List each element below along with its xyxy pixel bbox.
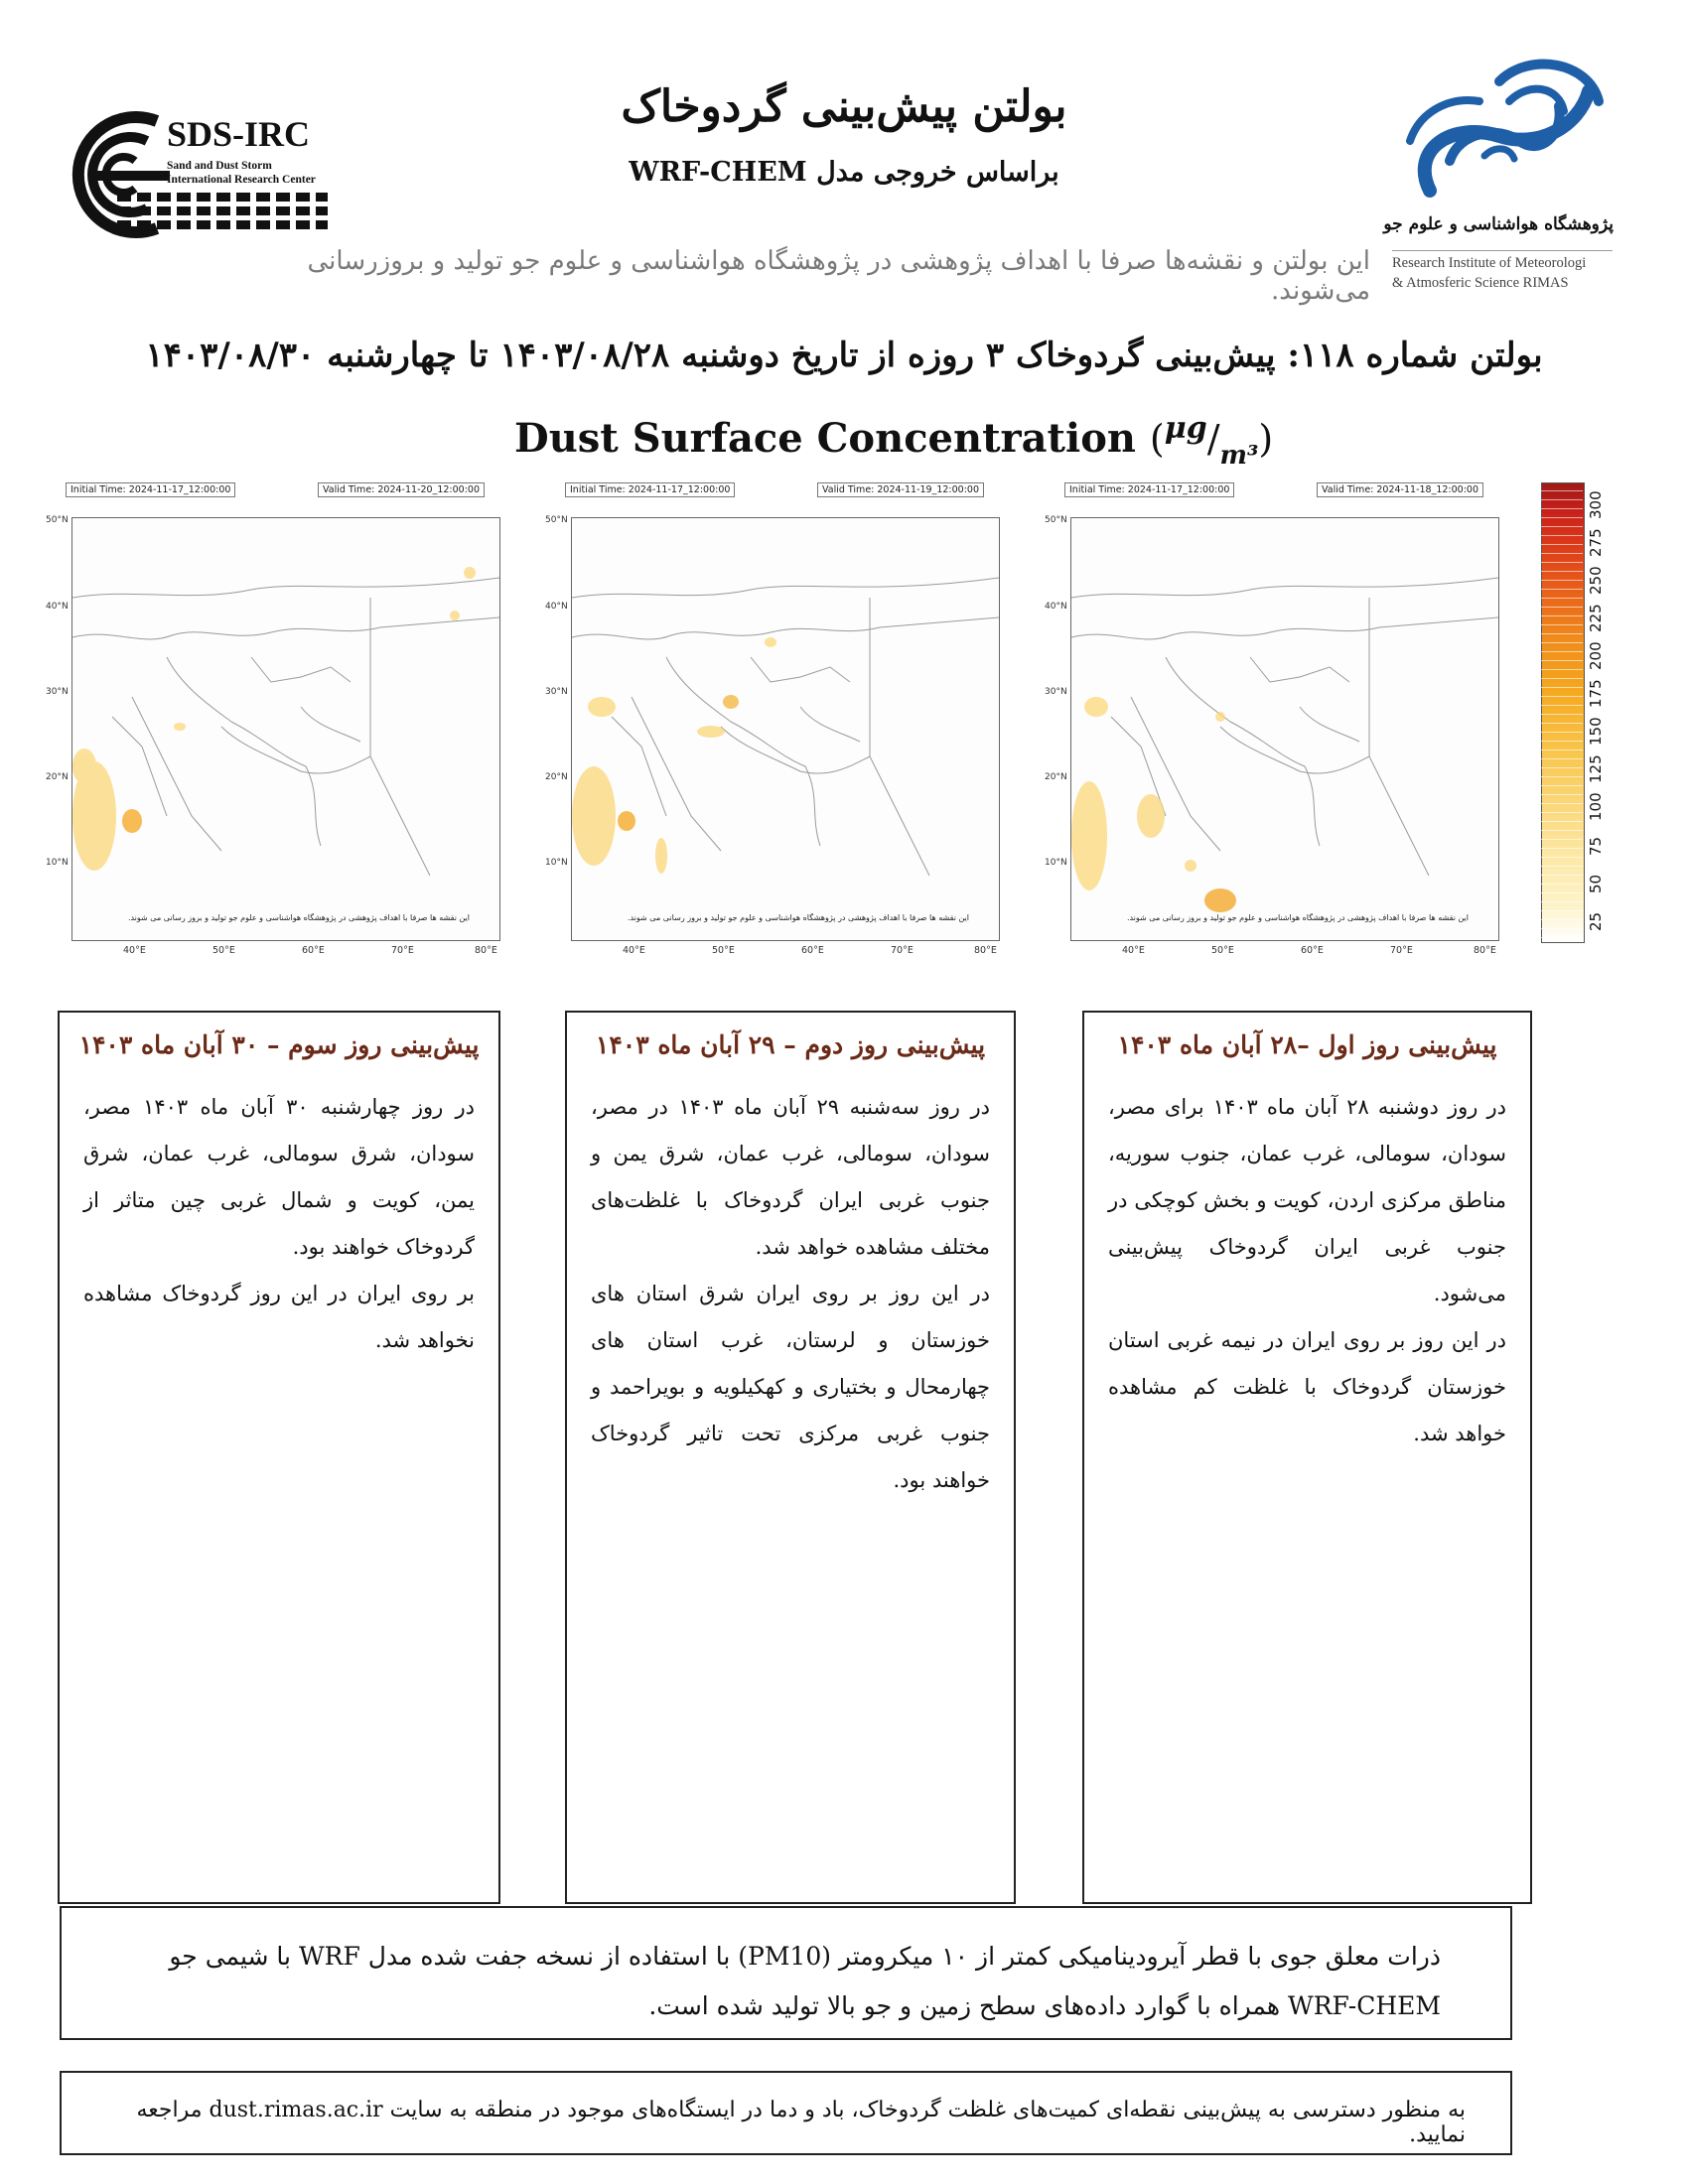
forecast-heading: پیش‌بینی روز دوم – ۲۹ آبان ماه ۱۴۰۳ (595, 1030, 986, 1059)
website-note-box (60, 2071, 1512, 2155)
forecast-box-day1 (1082, 1011, 1532, 1904)
lon-label: 80°E (475, 945, 497, 956)
lat-label: 20°N (46, 772, 69, 782)
lon-label: 60°E (302, 945, 325, 956)
forecast-text (591, 1084, 990, 1504)
lat-label: 30°N (46, 687, 69, 697)
forecast-map-day1 (1045, 482, 1497, 956)
rimas-logo (1390, 42, 1623, 220)
bulletin-title: بولتن پیش‌بینی گردوخاک (621, 81, 1067, 132)
rimas-name-fa: پژوهشگاه هواشناسی و علوم جو (1383, 214, 1614, 234)
forecast-paragraph: در روز چهارشنبه ۳۰ آبان ماه ۱۴۰۳ مصر، سودان، شرق سومالی، غرب عمان، شرق یمن، کویت و شمال غربی چین متاثر از گردوخاک خواهند بود. (83, 1095, 476, 1259)
forecast-map-day2 (545, 482, 998, 956)
lat-label: 30°N (545, 687, 568, 697)
map-valid-time: Valid Time: 2024-11-19_12:00:00 (817, 482, 984, 497)
sds-irc-line1: Sand and Dust Storm (167, 160, 272, 172)
colorbar-tick: 175 (1587, 679, 1605, 708)
lon-label: 70°E (391, 945, 414, 956)
website-note-text: به منظور دسترسی به پیش‌بینی نقطه‌ای کمیت‌های غلظت گردوخاک، باد و دما در ایستگاه‌های موجود در منطقه به سایت dust.rimas.ac.ir مراجعه نمایید. (136, 2098, 1466, 2147)
forecast-map-day3 (46, 482, 498, 956)
bulletin-number-line: بولتن شماره ۱۱۸: پیش‌بینی گردوخاک ۳ روزه از تاریخ دوشنبه ۱۴۰۳/۰۸/۲۸ تا چهارشنبه ۱۴۰۳/۰۸/۳۰ (145, 336, 1543, 375)
map-initial-time: Initial Time: 2024-11-17_12:00:00 (66, 482, 235, 497)
bulletin-subtitle: براساس خروجی مدل WRF-CHEM (629, 157, 1059, 188)
map-valid-time: Valid Time: 2024-11-18_12:00:00 (1317, 482, 1483, 497)
sds-irc-line2: International Research Center (167, 174, 316, 186)
map-disclaimer: این نقشه ها صرفا با اهداف پژوهشی در پژوهشگاه هواشناسی و علوم جو تولید و بروز رسانی می شوند. (127, 913, 470, 922)
lat-label: 50°N (1045, 515, 1067, 525)
rimas-name-en (1392, 250, 1613, 293)
colorbar-steps (1541, 482, 1583, 941)
colorbar-tick: 250 (1587, 566, 1605, 595)
colorbar-tick: 200 (1587, 641, 1605, 670)
lat-label: 50°N (46, 515, 69, 525)
lat-label: 10°N (1045, 858, 1067, 868)
forecast-heading: پیش‌بینی روز سوم – ۳۰ آبان ماه ۱۴۰۳ (78, 1030, 480, 1059)
lon-label: 70°E (891, 945, 914, 956)
map-frame (571, 517, 1000, 941)
lon-label: 70°E (1390, 945, 1413, 956)
forecast-box-day2 (565, 1011, 1016, 1904)
lat-label: 10°N (545, 858, 568, 868)
forecast-paragraph: در این روز بر روی ایران در نیمه غربی استان خوزستان گردوخاک با غلظت کم مشاهده خواهد شد. (1108, 1328, 1506, 1445)
lon-label: 50°E (1211, 945, 1234, 956)
map-disclaimer: این نقشه ها صرفا با اهداف پژوهشی در پژوهشگاه هواشناسی و علوم جو تولید و بروز رسانی می شوند. (1126, 913, 1469, 922)
colorbar-tick: 50 (1587, 874, 1605, 893)
rimas-en-line2: & Atmosferic Science RIMAS (1392, 275, 1569, 291)
map-disclaimer: این نقشه ها صرفا با اهداف پژوهشی در پژوهشگاه هواشناسی و علوم جو تولید و بروز رسانی می شوند. (627, 913, 969, 922)
figure-title: Dust Surface Concentration $(^{\mu g}/_{m^3})$ (514, 411, 1274, 471)
pm10-note-box (60, 1906, 1512, 2040)
colorbar-tick: 225 (1587, 604, 1605, 632)
colorbar-tick: 25 (1587, 911, 1605, 931)
forecast-heading: پیش‌بینی روز اول –۲۸ آبان ماه ۱۴۰۳ (1117, 1030, 1497, 1059)
colorbar-tick: 100 (1587, 792, 1605, 821)
sds-irc-subtitle (167, 159, 346, 187)
disclaimer-text: این بولتن و نقشه‌ها صرفا با اهداف پژوهشی در پژوهشگاه هواشناسی و علوم جو تولید و بروزرسانی می‌شوند. (307, 246, 1370, 306)
map-valid-time: Valid Time: 2024-11-20_12:00:00 (318, 482, 485, 497)
map-frame (71, 517, 500, 941)
lon-label: 80°E (974, 945, 997, 956)
forecast-paragraph: در روز سه‌شنبه ۲۹ آبان ماه ۱۴۰۳ در مصر، سودان، سومالی، غرب عمان، شرق یمن و جنوب غربی ایران گردوخاک با غلظت‌های مختلف مشاهده خواهد شد. (591, 1095, 990, 1259)
rimas-en-line1: Research Institute of Meteorologi (1392, 250, 1613, 273)
lon-label: 50°E (212, 945, 235, 956)
lon-label: 40°E (123, 945, 146, 956)
lat-label: 50°N (545, 515, 568, 525)
forecast-box-day3 (58, 1011, 500, 1904)
lon-label: 60°E (1301, 945, 1324, 956)
pm10-note-text: ذرات معلق جوی با قطر آیرودینامیکی کمتر از ۱۰ میکرومتر (PM10) با استفاده از نسخه جفت شده مدل WRF با شیمی جو WRF-CHEM همراه با گوارد داده‌های سطح زمین و جو بالا تولید شده است. (169, 1942, 1441, 2020)
colorbar-tick: 150 (1587, 717, 1605, 746)
forecast-paragraph: بر روی ایران در این روز گردوخاک مشاهده نخواهد شد. (83, 1282, 475, 1352)
lon-label: 40°E (623, 945, 645, 956)
colorbar-tick: 300 (1587, 490, 1605, 519)
lat-label: 40°N (545, 602, 568, 612)
lat-label: 40°N (1045, 602, 1067, 612)
lon-label: 60°E (801, 945, 824, 956)
lat-label: 40°N (46, 602, 69, 612)
lat-label: 20°N (1045, 772, 1067, 782)
lat-label: 10°N (46, 858, 69, 868)
figure-title-text: Dust Surface Concentration (514, 415, 1136, 462)
unit-numerator: μg (1164, 411, 1207, 446)
forecast-paragraph: در این روز بر روی ایران شرق استان های خوزستان و لرستان، غرب استان های چهارمحال و بختیاری و کهکیلویه و بویراحمد و جنوب غربی مرکزی تحت تاثیر گردوخاک خواهند بود. (591, 1282, 990, 1492)
sds-irc-name: SDS-IRC (167, 114, 311, 154)
forecast-text (1108, 1084, 1506, 1457)
colorbar-tick: 75 (1587, 836, 1605, 856)
lat-label: 20°N (545, 772, 568, 782)
forecast-text (83, 1084, 475, 1364)
colorbar-tick: 125 (1587, 754, 1605, 783)
lon-label: 80°E (1474, 945, 1496, 956)
lon-label: 50°E (712, 945, 735, 956)
map-frame (1070, 517, 1499, 941)
map-initial-time: Initial Time: 2024-11-17_12:00:00 (565, 482, 735, 497)
unit-denominator: m³ (1219, 441, 1259, 471)
colorbar-tick: 275 (1587, 528, 1605, 557)
lat-label: 30°N (1045, 687, 1067, 697)
lon-label: 40°E (1122, 945, 1145, 956)
map-initial-time: Initial Time: 2024-11-17_12:00:00 (1064, 482, 1234, 497)
forecast-paragraph: در روز دوشنبه ۲۸ آبان ماه ۱۴۰۳ برای مصر، سودان، سومالی، غرب عمان، جنوب سوریه، مناطق مرکزی اردن، کویت و بخش کوچکی در جنوب غربی ایران گردوخاک پیش‌بینی می‌شود. (1108, 1095, 1506, 1305)
